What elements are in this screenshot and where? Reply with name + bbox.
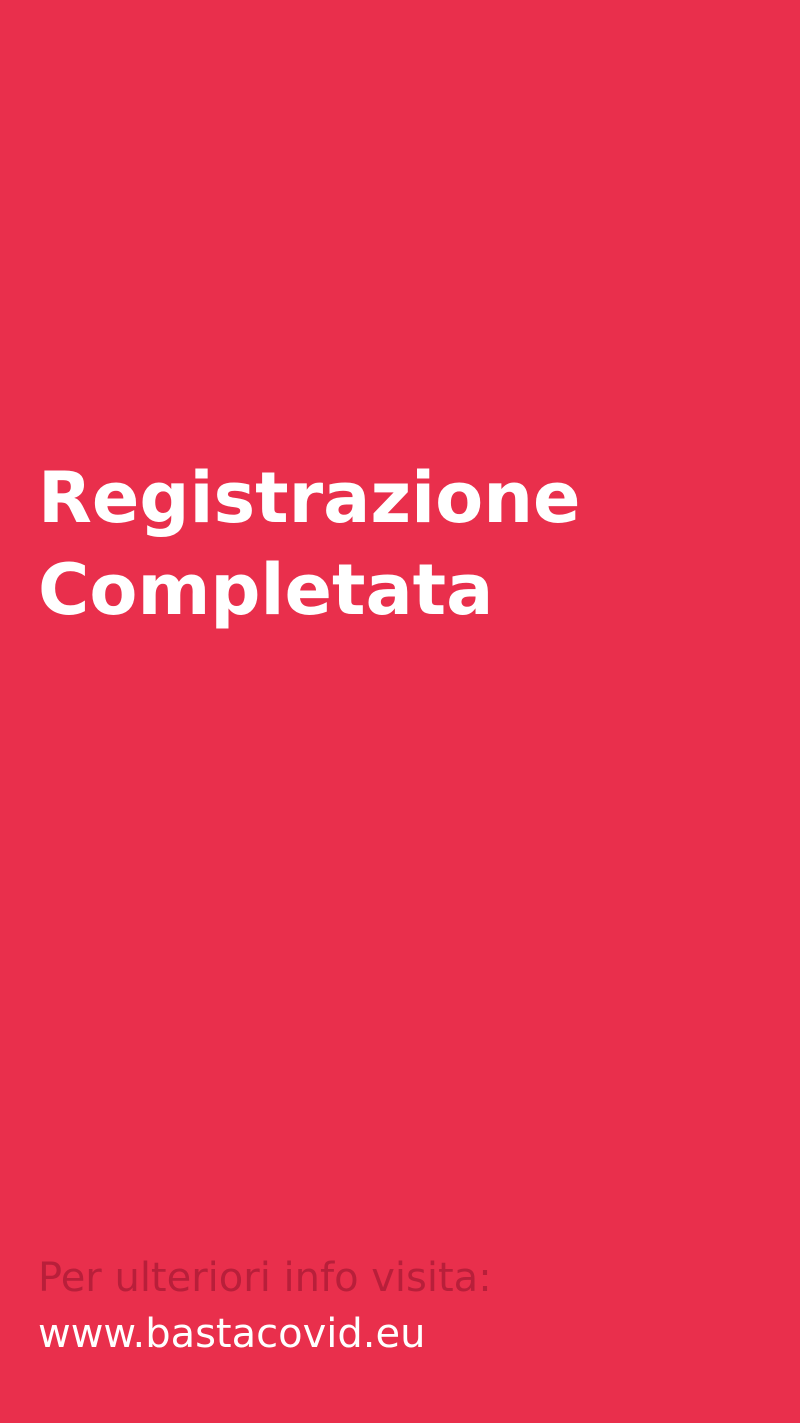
website-link[interactable]: www.bastacovid.eu <box>38 1311 426 1357</box>
confirmation-title <box>38 452 758 636</box>
more-info-label: Per ulteriori info visita: <box>38 1255 492 1301</box>
confirmation-title-line-1: Registrazione <box>38 457 581 539</box>
confirmation-title-line-2: Completata <box>38 549 494 631</box>
footer-info <box>38 1250 778 1362</box>
